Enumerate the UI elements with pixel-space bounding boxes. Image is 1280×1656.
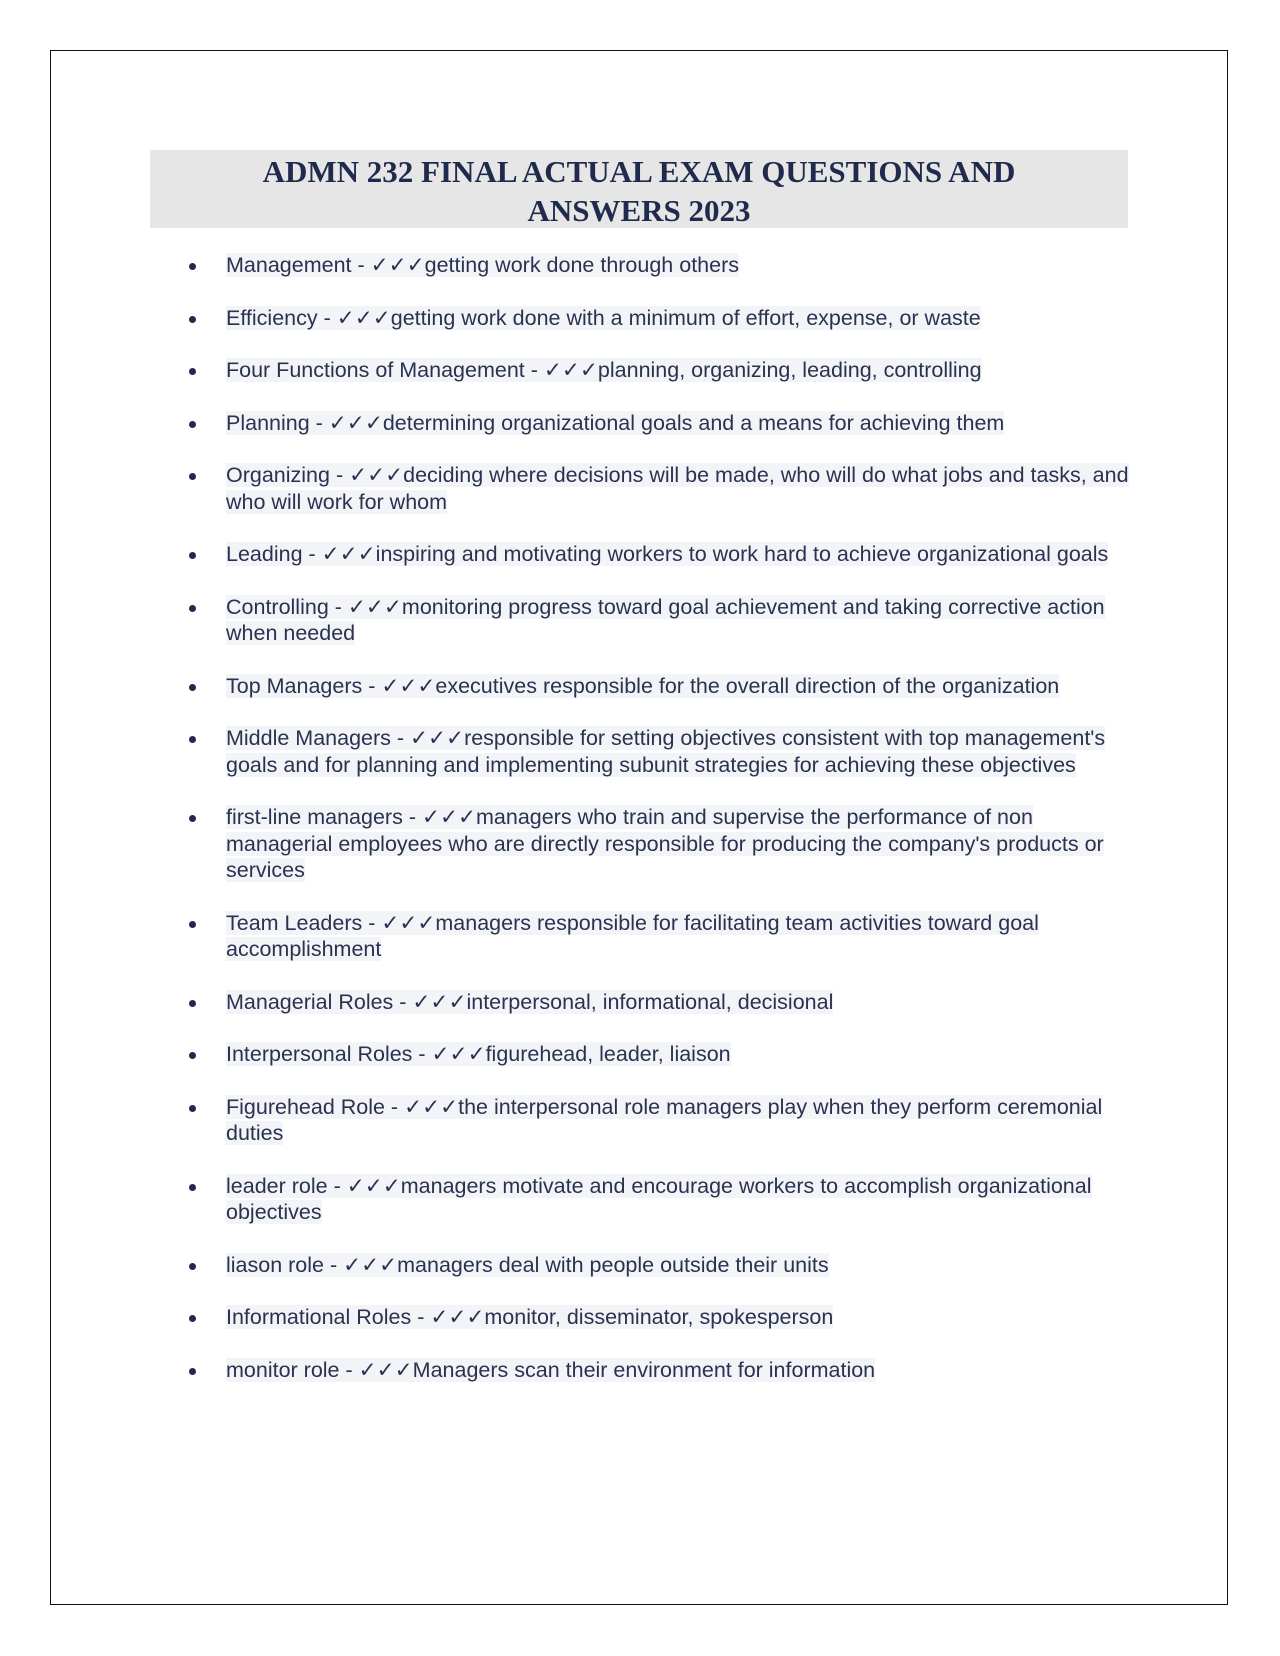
list-item-text: monitor role - ✓✓✓Managers scan their environment for information	[226, 1357, 876, 1382]
list-item	[175, 1304, 1135, 1331]
list-item-text: Controlling - ✓✓✓monitoring progress toward goal achievement and taking corrective action when needed	[226, 594, 1105, 645]
title-line-1: ADMN 232 FINAL ACTUAL EXAM QUESTIONS AND	[262, 154, 1016, 189]
list-item-text: Management - ✓✓✓getting work done through others	[226, 253, 739, 277]
list-item-text: Team Leaders - ✓✓✓managers responsible for facilitating team activities toward goal accomplishment	[226, 910, 1039, 961]
list-item	[175, 252, 1135, 279]
list-item	[175, 725, 1135, 778]
list-item-text: leader role - ✓✓✓managers motivate and encourage workers to accomplish organizational objectives	[226, 1173, 1092, 1224]
list-item-text: Middle Managers - ✓✓✓responsible for setting objectives consistent with top management's goals and for planning and implementing subunit strategies for achieving these objectives	[226, 726, 1106, 777]
list-item	[175, 1041, 1135, 1068]
list-item-text: Managerial Roles - ✓✓✓interpersonal, informational, decisional	[226, 989, 834, 1014]
list-item-text: Organizing - ✓✓✓deciding where decisions will be made, who will do what jobs and tasks, and who will work for whom	[226, 463, 1129, 514]
list-item	[175, 410, 1135, 437]
list-item	[175, 910, 1135, 963]
list-item	[175, 1094, 1135, 1147]
list-item	[175, 989, 1135, 1016]
list-item	[175, 1357, 1135, 1384]
list-item-text: Leading - ✓✓✓inspiring and motivating workers to work hard to achieve organizational goals	[226, 542, 1109, 566]
list-item	[175, 1173, 1135, 1226]
list-item-text: Top Managers - ✓✓✓executives responsible for the overall direction of the organization	[226, 673, 1060, 698]
list-item-text: liason role - ✓✓✓managers deal with people outside their units	[226, 1252, 829, 1277]
list-item-text: Informational Roles - ✓✓✓monitor, disseminator, spokesperson	[226, 1305, 834, 1329]
list-item	[175, 357, 1135, 384]
list-item	[175, 541, 1135, 568]
list-item	[175, 594, 1135, 647]
list-item-text: Figurehead Role - ✓✓✓the interpersonal role managers play when they perform ceremonial duties	[226, 1094, 1103, 1145]
list-item-text: Planning - ✓✓✓determining organizational goals and a means for achieving them	[226, 410, 1005, 435]
list-item-text: Four Functions of Management - ✓✓✓planning, organizing, leading, controlling	[226, 358, 982, 382]
list-item	[175, 462, 1135, 515]
list-item	[175, 305, 1135, 332]
list-item	[175, 804, 1135, 884]
list-item-text: Efficiency - ✓✓✓getting work done with a minimum of effort, expense, or waste	[226, 305, 981, 330]
list-item-text: Interpersonal Roles - ✓✓✓figurehead, leader, liaison	[226, 1042, 731, 1066]
qa-list	[175, 252, 1135, 1409]
list-item-text: first-line managers - ✓✓✓managers who train and supervise the performance of non managerial employees who are directly responsible for producing the company's products or services	[226, 805, 1104, 882]
title-line-2: ANSWERS 2023	[527, 193, 751, 228]
list-item	[175, 1252, 1135, 1279]
page-title	[150, 150, 1128, 228]
list-item	[175, 673, 1135, 700]
